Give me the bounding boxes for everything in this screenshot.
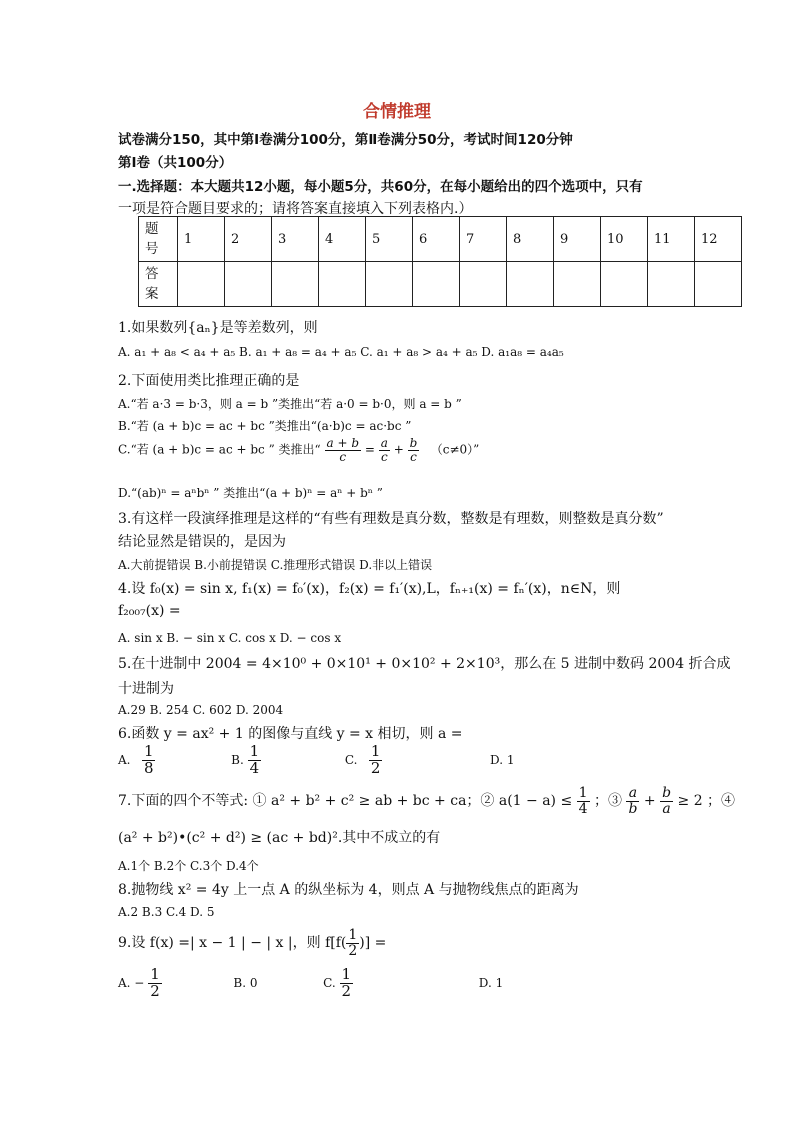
question-number-cell: 12 (695, 217, 742, 262)
question-number-cell: 5 (366, 217, 413, 262)
q6-stem: 6.函数 y = ax² + 1 的图像与直线 y = x 相切，则 a = (118, 726, 463, 742)
answer-cell[interactable] (554, 262, 601, 307)
answer-cell[interactable] (601, 262, 648, 307)
answer-cell[interactable] (272, 262, 319, 307)
q4-line-2: f₂₀₀₇(x) = (118, 603, 181, 619)
question-number-cell: 10 (601, 217, 648, 262)
fraction: $\frac{1}{8}$ (143, 742, 154, 777)
question-number-cell: 9 (554, 217, 601, 262)
q4-line-1: 4.设 f₀(x) = sin x, f₁(x) = f₀′(x)，f₂(x) = f₁′(x),L，fₙ₊₁(x) = fₙ′(x)，n∈N，则 (118, 581, 621, 597)
q9-options: A. − $\frac{1}{2}$ B. 0 C. $\frac{1}{2}$ D. 1 (118, 965, 504, 1000)
part-heading: 第Ⅰ卷（共100分） (118, 155, 233, 171)
q5-line-2: 十进制为 (118, 681, 174, 697)
fraction: $\frac{1}{2}$ (150, 965, 160, 1000)
q1-stem: 1.如果数列{aₙ}是等差数列，则 (118, 320, 318, 336)
number-row-label: 题 号 (139, 217, 178, 262)
q2-option-b: B.“若 (a + b)c = ac + bc ”类推出“(a·b)c = ac·bc ” (118, 419, 412, 433)
fraction: $\frac{b}{a}$ (662, 785, 672, 817)
q5-options: A.29 B. 254 C. 602 D. 2004 (118, 703, 284, 717)
answer-table-number-row (139, 217, 742, 262)
answer-cell[interactable] (648, 262, 695, 307)
q3-line-1: 3.有这样一段演绎推理是这样的“有些有理数是真分数，整数是有理数，则整数是真分数” (118, 511, 664, 527)
q4-options: A. sin x B. − sin x C. cos x D. − cos x (118, 631, 342, 645)
fraction: $\frac{a + b}{c}$ (326, 436, 360, 464)
q3-options: A.大前提错误 B.小前提错误 C.推理形式错误 D.非以上错误 (118, 558, 433, 572)
q6-options: A. $\frac{1}{8}$ B. $\frac{1}{4}$ C. $\frac{1}{2}$ D. 1 (118, 742, 515, 777)
q2-option-d: D.“(ab)ⁿ = aⁿbⁿ ” 类推出“(a + b)ⁿ = aⁿ + bⁿ ” (118, 486, 383, 500)
question-number-cell: 1 (178, 217, 225, 262)
question-number-cell: 8 (507, 217, 554, 262)
answer-cell[interactable] (319, 262, 366, 307)
answer-cell[interactable] (695, 262, 742, 307)
fraction: $\frac{1}{2}$ (348, 927, 358, 959)
q2-option-a: A.“若 a·3 = b·3，则 a = b ”类推出“若 a·0 = b·0，则 a = b ” (118, 397, 462, 411)
q5-line-1: 5.在十进制中 2004 = 4×10⁰ + 0×10¹ + 0×10² + 2×10³，那么在 5 进制中数码 2004 折合成 (118, 656, 731, 672)
answer-cell[interactable] (178, 262, 225, 307)
q1-options: A. a₁ + a₈ < a₄ + a₅ B. a₁ + a₈ = a₄ + a₅ C. a₁ + a₈ > a₄ + a₅ D. a₁a₈ = a₄a₅ (118, 345, 564, 359)
answer-table-answer-row (139, 262, 742, 307)
section-instructions-2: 一项是符合题目要求的；请将答案直接填入下列表格内.） (118, 201, 473, 217)
q7-line-2: (a² + b²)•(c² + d²) ≥ (ac + bd)².其中不成立的有 (118, 830, 441, 846)
page-title: 合情推理 (363, 102, 431, 122)
fraction: $\frac{1}{4}$ (578, 785, 588, 817)
q3-line-2: 结论显然是错误的，是因为 (118, 534, 286, 550)
question-number-cell: 7 (460, 217, 507, 262)
exam-info: 试卷满分150，其中第Ⅰ卷满分100分，第Ⅱ卷满分50分，考试时间120分钟 (118, 132, 573, 148)
answer-cell[interactable] (460, 262, 507, 307)
q2-option-c: C.“若 (a + b)c = ac + bc ” 类推出“ $\frac{a + b}{c}$ = $\frac{a}{c}$ + $\frac{b}{c}$ （c≠0）” (118, 436, 480, 464)
answer-table (138, 216, 742, 307)
section-instructions-1: 一.选择题：本大题共12小题，每小题5分，共60分，在每小题给出的四个选项中，只有 (118, 179, 643, 195)
q8-options: A.2 B.3 C.4 D. 5 (118, 905, 215, 919)
answer-cell[interactable] (225, 262, 272, 307)
question-number-cell: 2 (225, 217, 272, 262)
answer-cell[interactable] (366, 262, 413, 307)
q9-stem: 9.设 f(x) =| x − 1 | − | x |，则 f[f( $\frac{1}{2}$ )] = (118, 927, 387, 959)
fraction: $\frac{a}{c}$ (380, 436, 388, 464)
q7-options: A.1个 B.2个 C.3个 D.4个 (118, 859, 259, 873)
question-number-cell: 6 (413, 217, 460, 262)
answer-cell[interactable] (507, 262, 554, 307)
q8-stem: 8.抛物线 x² = 4y 上一点 A 的纵坐标为 4，则点 A 与抛物线焦点的距离为 (118, 882, 579, 898)
q7-line-1: 7.下面的四个不等式: ① a² + b² + c² ≥ ab + bc + ca；② a(1 − a) ≤ $\frac{1}{4}$ ；③ $\frac{a}{b}$ + $\frac{b}{a}$ ≥ 2 ；④ (118, 785, 736, 817)
fraction: $\frac{1}{4}$ (249, 742, 260, 777)
fraction: $\frac{1}{2}$ (341, 965, 352, 1000)
fraction: $\frac{1}{2}$ (370, 742, 381, 777)
q2-stem: 2.下面使用类比推理正确的是 (118, 373, 300, 389)
question-number-cell: 11 (648, 217, 695, 262)
fraction: $\frac{a}{b}$ (628, 785, 638, 817)
answer-cell[interactable] (413, 262, 460, 307)
question-number-cell: 4 (319, 217, 366, 262)
question-number-cell: 3 (272, 217, 319, 262)
answer-row-label: 答 案 (139, 262, 178, 307)
fraction: $\frac{b}{c}$ (409, 436, 418, 464)
